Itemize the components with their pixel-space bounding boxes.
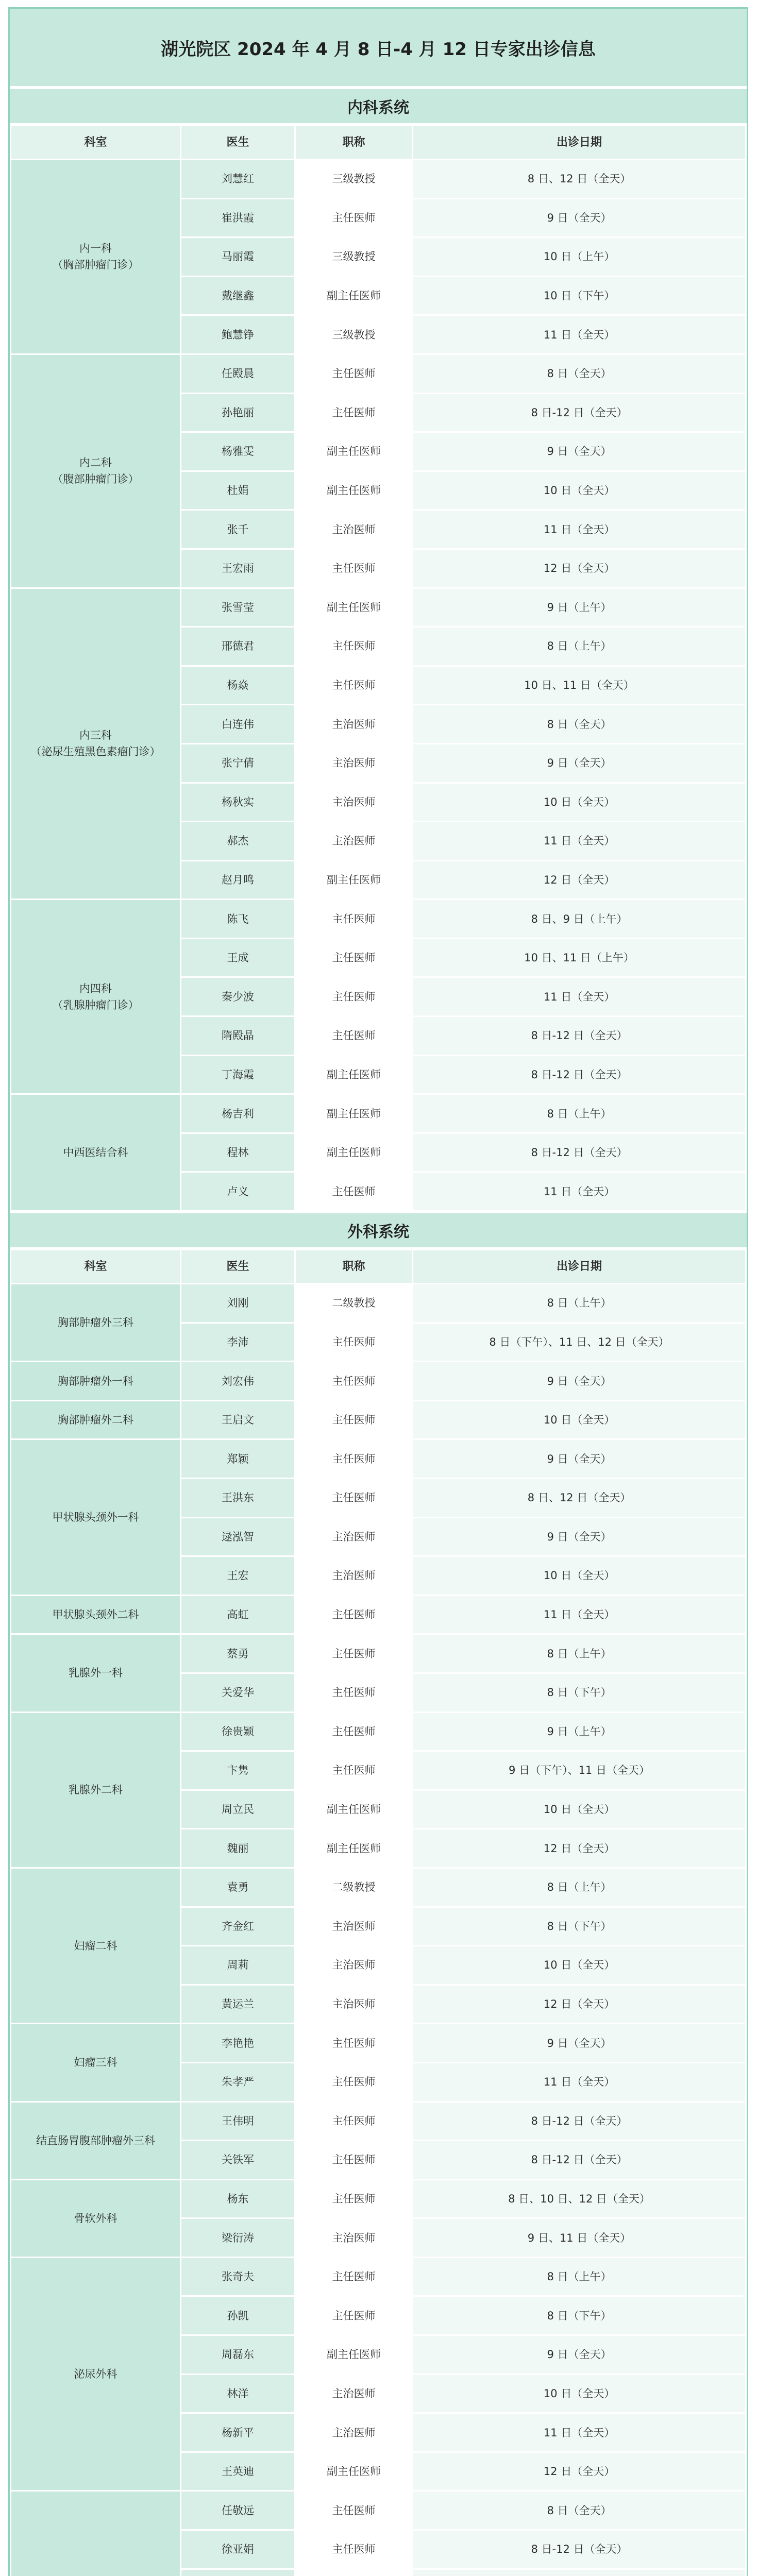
page-title: 湖光院区 2024 年 4 月 8 日-4 月 12 日专家出诊信息: [10, 9, 747, 88]
department-name: 内三科: [79, 729, 112, 742]
doctor-name: 杨秋实: [181, 783, 295, 822]
schedule-date: 9 日（上午）: [413, 1712, 746, 1751]
doctor-title: 副主任医师: [295, 471, 413, 510]
doctor-title: 主任医师: [295, 2102, 413, 2141]
doctor-name: 陈飞: [181, 900, 295, 939]
doctor-title: 主任医师: [295, 977, 413, 1016]
doctor-name: 隋殿晶: [181, 1016, 295, 1056]
schedule-date: 11 日（全天）: [413, 510, 746, 549]
schedule-date: 10 日（全天）: [413, 1556, 746, 1596]
table-row: [11, 1094, 746, 1133]
doctor-title: 副主任医师: [295, 1055, 413, 1094]
doctor-name: 马丽霞: [181, 238, 295, 277]
doctor-name: 刘刚: [181, 1284, 295, 1323]
department-cell: [11, 588, 181, 900]
doctor-title: 主任医师: [295, 2257, 413, 2296]
schedule-date: 10 日（全天）: [413, 2374, 746, 2413]
schedule-date: 12 日（全天）: [413, 1985, 746, 2024]
schedule-date: 10 日（全天）: [413, 1790, 746, 1829]
department-cell: [11, 1634, 181, 1712]
doctor-name: 王成: [181, 938, 295, 977]
table-row: [11, 588, 746, 627]
doctor-title: 主治医师: [295, 1985, 413, 2024]
schedule-date: 8 日、12 日（全天）: [413, 1479, 746, 1518]
doctor-title: 主治医师: [295, 2413, 413, 2452]
doctor-title: 主治医师: [295, 822, 413, 861]
doctor-name: 赵月鸣: [181, 860, 295, 900]
doctor-title: 副主任医师: [295, 1133, 413, 1172]
schedule-page: [8, 7, 748, 2576]
doctor-name: 张雪莹: [181, 588, 295, 627]
doctor-name: 张奇夫: [181, 2257, 295, 2296]
schedule-date: 12 日（全天）: [413, 549, 746, 588]
doctor-title: 主任医师: [295, 198, 413, 238]
schedule-date: 10 日（全天）: [413, 783, 746, 822]
schedule-date: 8 日（全天）: [413, 2491, 746, 2530]
schedule-date: 10 日、11 日（上午）: [413, 938, 746, 977]
schedule-date: 12 日（全天）: [413, 2452, 746, 2491]
doctor-title: 主任医师: [295, 2024, 413, 2063]
schedule-date: 9 日（全天）: [413, 198, 746, 238]
schedule-date: 11 日（全天）: [413, 2413, 746, 2452]
doctor-name: 任敬远: [181, 2491, 295, 2530]
doctor-title: 副主任医师: [295, 588, 413, 627]
doctor-title: 主任医师: [295, 1751, 413, 1790]
doctor-name: 杨新平: [181, 2413, 295, 2452]
table-row: [11, 2257, 746, 2296]
doctor-name: 崔洪霞: [181, 198, 295, 238]
department-name: 妇瘤二科: [74, 1939, 117, 1952]
doctor-title: 主治医师: [295, 2374, 413, 2413]
schedule-date: 8 日（下午）: [413, 2296, 746, 2335]
department-cell: [11, 1400, 181, 1439]
schedule-table: [10, 125, 747, 1212]
doctor-name: 梁衍涛: [181, 2218, 295, 2258]
schedule-date: 11 日（全天）: [413, 1595, 746, 1634]
doctor-name: 孙艳丽: [181, 393, 295, 432]
doctor-name: 李沛: [181, 1323, 295, 1362]
header-doctor: 医生: [181, 126, 295, 160]
doctor-title: 主任医师: [295, 2179, 413, 2218]
department-cell: [11, 160, 181, 354]
doctor-title: 二级教授: [295, 1868, 413, 1907]
doctor-title: 主任医师: [295, 1323, 413, 1362]
schedule-table: [10, 1249, 747, 2576]
doctor-title: 主治医师: [295, 2218, 413, 2258]
doctor-title: 主治医师: [295, 1556, 413, 1596]
doctor-title: 主治医师: [295, 743, 413, 783]
doctor-name: 关爱华: [181, 1673, 295, 1712]
doctor-name: 李艳艳: [181, 2024, 295, 2063]
doctor-name: 孙凯: [181, 2296, 295, 2335]
table-row: [11, 2024, 746, 2063]
doctor-title: 主任医师: [295, 1634, 413, 1673]
doctor-name: 张宁倩: [181, 743, 295, 783]
doctor-name: 杜娟: [181, 471, 295, 510]
doctor-title: 主任医师: [295, 1172, 413, 1211]
doctor-title: 副主任医师: [295, 1094, 413, 1133]
doctor-name: 高虹: [181, 1595, 295, 1634]
doctor-name: 周磊东: [181, 2335, 295, 2375]
department-name: 泌尿外科: [74, 2368, 117, 2381]
doctor-name: 杨东: [181, 2179, 295, 2218]
schedule-date: 8 日（上午）: [413, 1284, 746, 1323]
schedule-date: 10 日（下午）: [413, 276, 746, 315]
schedule-date: 9 日（全天）: [413, 1439, 746, 1479]
doctor-name: 林洋: [181, 2374, 295, 2413]
doctor-name: 丁海霞: [181, 1055, 295, 1094]
header-date: 出诊日期: [413, 126, 746, 160]
department-cell: [11, 1868, 181, 2023]
doctor-name: 徐贵颖: [181, 1712, 295, 1751]
schedule-date: 8 日-12 日（全天）: [413, 2530, 746, 2569]
doctor-title: 主任医师: [295, 1479, 413, 1518]
header-dept: 科室: [11, 1250, 181, 1284]
department-name: 内四科: [79, 982, 112, 995]
table-row: [11, 2102, 746, 2141]
schedule-date: 8 日、12 日（全天）: [413, 160, 746, 199]
schedule-date: 11 日（全天）: [413, 822, 746, 861]
doctor-title: 三级教授: [295, 160, 413, 199]
doctor-title: 副主任医师: [295, 2335, 413, 2375]
doctor-title: 主任医师: [295, 393, 413, 432]
schedule-date: 10 日（全天）: [413, 1400, 746, 1439]
department-name: 内一科: [79, 242, 112, 255]
doctor-title: 副主任医师: [295, 276, 413, 315]
doctor-title: 主任医师: [295, 2062, 413, 2102]
doctor-name: 王伟明: [181, 2102, 295, 2141]
doctor-name: 黄运兰: [181, 1985, 295, 2024]
doctor-title: 副主任医师: [295, 432, 413, 471]
doctor-title: 主任医师: [295, 2141, 413, 2180]
schedule-date: 8 日、10 日、12 日（全天）: [413, 2179, 746, 2218]
doctor-name: 蔡勇: [181, 1634, 295, 1673]
header-doctor: 医生: [181, 1250, 295, 1284]
doctor-name: 王宏雨: [181, 549, 295, 588]
doctor-title: 主治医师: [295, 705, 413, 744]
doctor-title: 主治医师: [295, 1907, 413, 1946]
department-name: （泌尿生殖黑色素瘤门诊）: [30, 745, 161, 758]
doctor-title: 主任医师: [295, 627, 413, 666]
table-header-row: [11, 1250, 746, 1284]
schedule-date: 11 日（全天）: [413, 2062, 746, 2102]
doctor-title: 主任医师: [295, 1016, 413, 1056]
section-title: 内科系统: [10, 88, 747, 125]
schedule-date: [413, 2569, 746, 2576]
table-row: [11, 1595, 746, 1634]
doctor-name: 白连伟: [181, 705, 295, 744]
department-cell: [11, 1439, 181, 1595]
doctor-title: 主任医师: [295, 1595, 413, 1634]
schedule-date: 8 日-12 日（全天）: [413, 2102, 746, 2141]
doctor-title: 主任医师: [295, 1362, 413, 1401]
doctor-title: 副主任医师: [295, 860, 413, 900]
doctor-name: 杨吉利: [181, 1094, 295, 1133]
doctor-title: 主任医师: [295, 1712, 413, 1751]
doctor-title: 主任医师: [295, 666, 413, 705]
schedule-date: 11 日（全天）: [413, 1172, 746, 1211]
doctor-name: 戴继鑫: [181, 276, 295, 315]
table-header-row: [11, 126, 746, 160]
doctor-name: 王洪东: [181, 1479, 295, 1518]
schedule-date: 9 日（全天）: [413, 2024, 746, 2063]
schedule-date: 8 日-12 日（全天）: [413, 1016, 746, 1056]
table-row: [11, 1868, 746, 1907]
doctor-name: 王英迪: [181, 2452, 295, 2491]
doctor-title: 主任医师: [295, 1673, 413, 1712]
header-dept: 科室: [11, 126, 181, 160]
table-row: [11, 1439, 746, 1479]
schedule-date: 10 日（全天）: [413, 1946, 746, 1985]
department-cell: [11, 2102, 181, 2179]
table-row: [11, 1634, 746, 1673]
schedule-date: 11 日（全天）: [413, 977, 746, 1016]
schedule-date: 8 日（下午）: [413, 1907, 746, 1946]
doctor-title: 主治医师: [295, 1517, 413, 1556]
doctor-name: 刘宏伟: [181, 1362, 295, 1401]
department-name: 结直肠胃腹部肿瘤外三科: [36, 2134, 155, 2147]
doctor-title: 副主任医师: [295, 1829, 413, 1868]
doctor-name: 魏丽: [181, 1829, 295, 1868]
department-name: 内二科: [79, 456, 112, 469]
schedule-date: 8 日（上午）: [413, 1634, 746, 1673]
table-row: [11, 1400, 746, 1439]
schedule-date: 10 日（上午）: [413, 238, 746, 277]
doctor-name: 任殿晨: [181, 354, 295, 393]
schedule-date: 9 日（下午）、11 日（全天）: [413, 1751, 746, 1790]
schedule-date: 9 日（全天）: [413, 743, 746, 783]
doctor-name: 卞隽: [181, 1751, 295, 1790]
schedule-date: 9 日（上午）: [413, 588, 746, 627]
doctor-title: 主任医师: [295, 938, 413, 977]
schedule-date: 8 日、9 日（上午）: [413, 900, 746, 939]
doctor-name: 周立民: [181, 1790, 295, 1829]
doctor-name: 逯泓智: [181, 1517, 295, 1556]
doctor-title: 主治医师: [295, 1946, 413, 1985]
doctor-title: 三级教授: [295, 315, 413, 354]
schedule-date: 9 日、11 日（全天）: [413, 2218, 746, 2258]
doctor-name: 刘慧红: [181, 160, 295, 199]
department-cell: [11, 354, 181, 588]
schedule-date: 9 日（全天）: [413, 432, 746, 471]
schedule-tables: [10, 88, 747, 2576]
schedule-date: 8 日（全天）: [413, 354, 746, 393]
schedule-date: 8 日（下午）、11 日、12 日（全天）: [413, 1323, 746, 1362]
department-cell: [11, 2024, 181, 2102]
table-row: [11, 2179, 746, 2218]
schedule-date: 10 日、11 日（全天）: [413, 666, 746, 705]
table-row: [11, 354, 746, 393]
doctor-title: 主治医师: [295, 510, 413, 549]
department-name: 胸部肿瘤外三科: [58, 1316, 133, 1329]
doctor-title: 主治医师: [295, 783, 413, 822]
department-cell: [11, 1094, 181, 1211]
doctor-name: 袁勇: [181, 1868, 295, 1907]
doctor-name: [181, 2569, 295, 2576]
doctor-name: 秦少波: [181, 977, 295, 1016]
schedule-date: 8 日-12 日（全天）: [413, 393, 746, 432]
schedule-date: 8 日-12 日（全天）: [413, 1055, 746, 1094]
doctor-name: 朱孝严: [181, 2062, 295, 2102]
doctor-title: 二级教授: [295, 1284, 413, 1323]
doctor-name: 张千: [181, 510, 295, 549]
schedule-date: 9 日（全天）: [413, 1517, 746, 1556]
department-name: 妇瘤三科: [74, 2056, 117, 2069]
table-row: [11, 1284, 746, 1323]
table-row: [11, 1712, 746, 1751]
doctor-name: 鲍慧铮: [181, 315, 295, 354]
doctor-name: 程林: [181, 1133, 295, 1172]
table-row: [11, 2491, 746, 2530]
department-name: 中西医结合科: [63, 1146, 128, 1159]
department-name: 胸部肿瘤外二科: [58, 1414, 133, 1427]
schedule-date: 8 日（上午）: [413, 627, 746, 666]
doctor-title: 副主任医师: [295, 2452, 413, 2491]
schedule-date: 8 日（全天）: [413, 705, 746, 744]
department-cell: [11, 1284, 181, 1362]
department-name: （腹部肿瘤门诊）: [52, 473, 139, 486]
schedule-date: 8 日（上午）: [413, 2257, 746, 2296]
department-name: （乳腺肿瘤门诊）: [52, 998, 139, 1011]
doctor-title: 主任医师: [295, 2491, 413, 2530]
department-cell: [11, 1712, 181, 1868]
doctor-title: 主任医师: [295, 1439, 413, 1479]
table-row: [11, 900, 746, 939]
doctor-name: 郑颖: [181, 1439, 295, 1479]
doctor-name: 周莉: [181, 1946, 295, 1985]
doctor-name: 郝杰: [181, 822, 295, 861]
doctor-title: 主任医师: [295, 1400, 413, 1439]
doctor-name: 王启文: [181, 1400, 295, 1439]
schedule-date: 9 日（全天）: [413, 2335, 746, 2375]
schedule-date: 12 日（全天）: [413, 1829, 746, 1868]
doctor-name: 关铁军: [181, 2141, 295, 2180]
department-cell: [11, 900, 181, 1094]
doctor-title: 副主任医师: [295, 1790, 413, 1829]
doctor-name: 徐亚娟: [181, 2530, 295, 2569]
doctor-title: 主任医师: [295, 549, 413, 588]
doctor-title: 三级教授: [295, 238, 413, 277]
header-date: 出诊日期: [413, 1250, 746, 1284]
department-cell: [11, 2257, 181, 2491]
doctor-name: 杨雅雯: [181, 432, 295, 471]
schedule-date: 12 日（全天）: [413, 860, 746, 900]
table-row: [11, 160, 746, 199]
doctor-title: 主任医师: [295, 900, 413, 939]
schedule-date: 8 日（下午）: [413, 1673, 746, 1712]
header-title: 职称: [295, 1250, 413, 1284]
doctor-name: 卢义: [181, 1172, 295, 1211]
schedule-date: 8 日-12 日（全天）: [413, 2141, 746, 2180]
schedule-date: 10 日（全天）: [413, 471, 746, 510]
schedule-date: 8 日（上午）: [413, 1094, 746, 1133]
department-name: （胸部肿瘤门诊）: [52, 259, 139, 272]
department-cell: [11, 1362, 181, 1401]
doctor-title: 主任医师: [295, 354, 413, 393]
header-title: 职称: [295, 126, 413, 160]
doctor-name: 邢德君: [181, 627, 295, 666]
schedule-date: 11 日（全天）: [413, 315, 746, 354]
schedule-date: 8 日（上午）: [413, 1868, 746, 1907]
department-name: 乳腺外一科: [69, 1667, 123, 1680]
department-name: 骨软外科: [74, 2212, 117, 2225]
doctor-title: [295, 2569, 413, 2576]
department-cell: [11, 2491, 181, 2576]
schedule-date: 9 日（全天）: [413, 1362, 746, 1401]
department-cell: [11, 1595, 181, 1634]
section-title: 外科系统: [10, 1212, 747, 1249]
doctor-name: 齐金红: [181, 1907, 295, 1946]
department-cell: [11, 2179, 181, 2257]
department-name: 甲状腺头颈外二科: [52, 1608, 139, 1621]
department-name: 乳腺外二科: [69, 1784, 123, 1797]
department-name: 胸部肿瘤外一科: [58, 1375, 133, 1387]
schedule-date: 8 日-12 日（全天）: [413, 1133, 746, 1172]
doctor-title: 主任医师: [295, 2296, 413, 2335]
department-name: 甲状腺头颈外一科: [52, 1511, 139, 1524]
doctor-title: 主任医师: [295, 2530, 413, 2569]
doctor-name: 杨焱: [181, 666, 295, 705]
doctor-name: 王宏: [181, 1556, 295, 1596]
table-row: [11, 1362, 746, 1401]
